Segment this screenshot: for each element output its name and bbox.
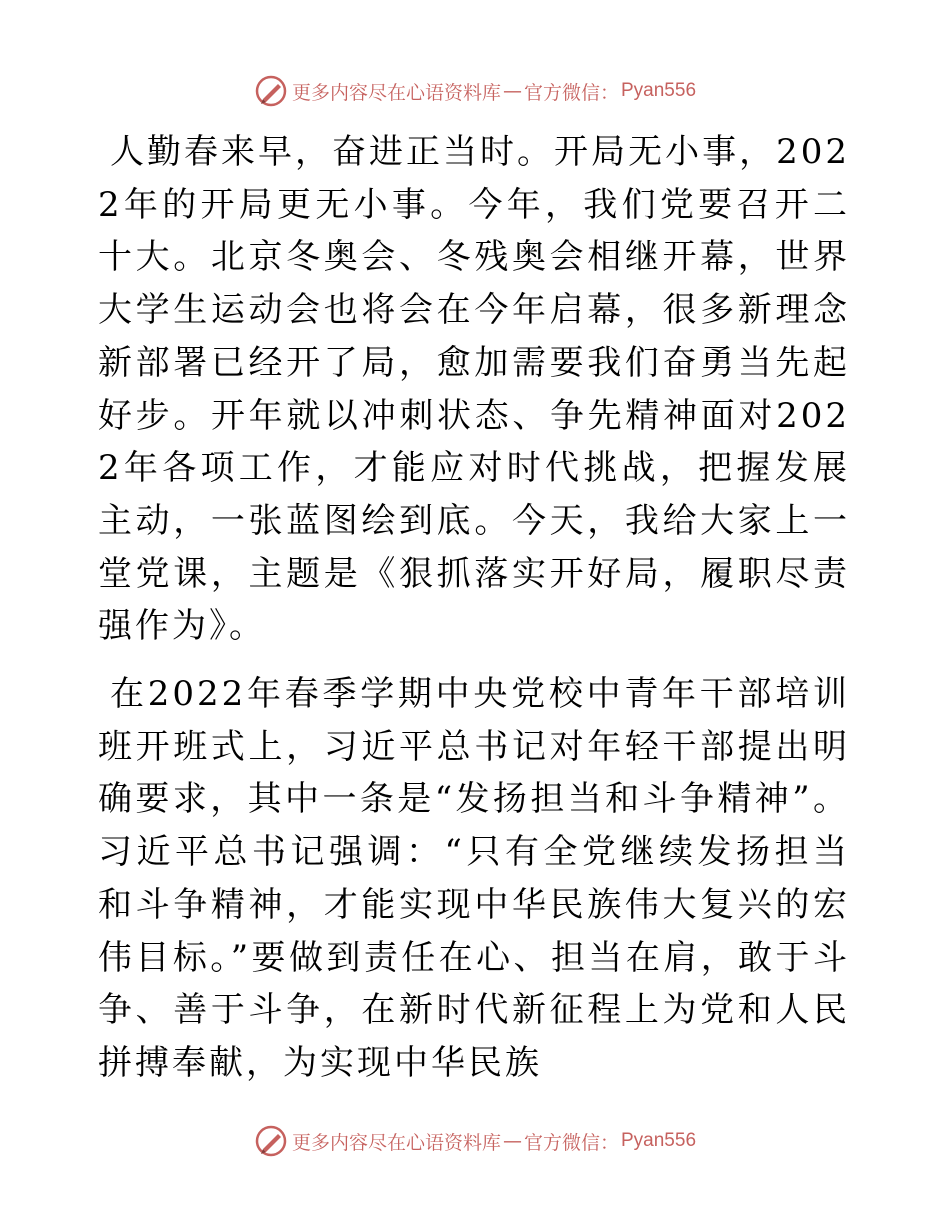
pen-circle-logo-icon <box>254 1124 288 1158</box>
banner-text: 更多内容尽在心语资料库 <box>291 81 501 104</box>
body-paragraph: 在2022年春季学期中央党校中青年干部培训班开班式上，习近平总书记对年轻干部提出明确要求，其中一条是“发扬担当和斗争精神”。习近平总书记强调：“只有全党继续发扬担当和斗争精神，才能实现中华民族伟大复兴的宏伟目标。”要做到责任在心、担当在肩，敢于斗争、善于斗争，在新时代新征程上为党和人民拼搏奉献，为实现中华民族 <box>98 674 850 1083</box>
header-watermark-banner <box>0 71 950 111</box>
banner-contact-handle: Pyan556 <box>621 1130 697 1151</box>
banner-separator: — <box>502 80 522 102</box>
banner-separator: — <box>502 1130 522 1152</box>
banner-text: 更多内容尽在心语资料库 <box>291 1131 501 1154</box>
body-paragraph: 人勤春来早，奋进正当时。开局无小事，2022年的开局更无小事。今年，我们党要召开二十大。北京冬奥会、冬残奥会相继开幕，世界大学生运动会也将会在今年启幕，很多新理念新部署已经开了局，愈加需要我们奋勇当先起好步。开年就以冲刺状态、争先精神面对2022年各项工作，才能应对时代挑战，把握发展主动，一张蓝图绘到底。今天，我给大家上一堂党课，主题是《狠抓落实开好局，履职尽责强作为》。 <box>98 132 850 647</box>
document-body <box>98 126 850 1090</box>
footer-watermark-banner <box>0 1121 950 1161</box>
banner-contact-label: 官方微信： <box>523 1131 619 1154</box>
banner-contact-handle: Pyan556 <box>621 80 697 101</box>
pen-circle-logo-icon <box>254 74 288 108</box>
banner-contact-label: 官方微信： <box>523 81 619 104</box>
